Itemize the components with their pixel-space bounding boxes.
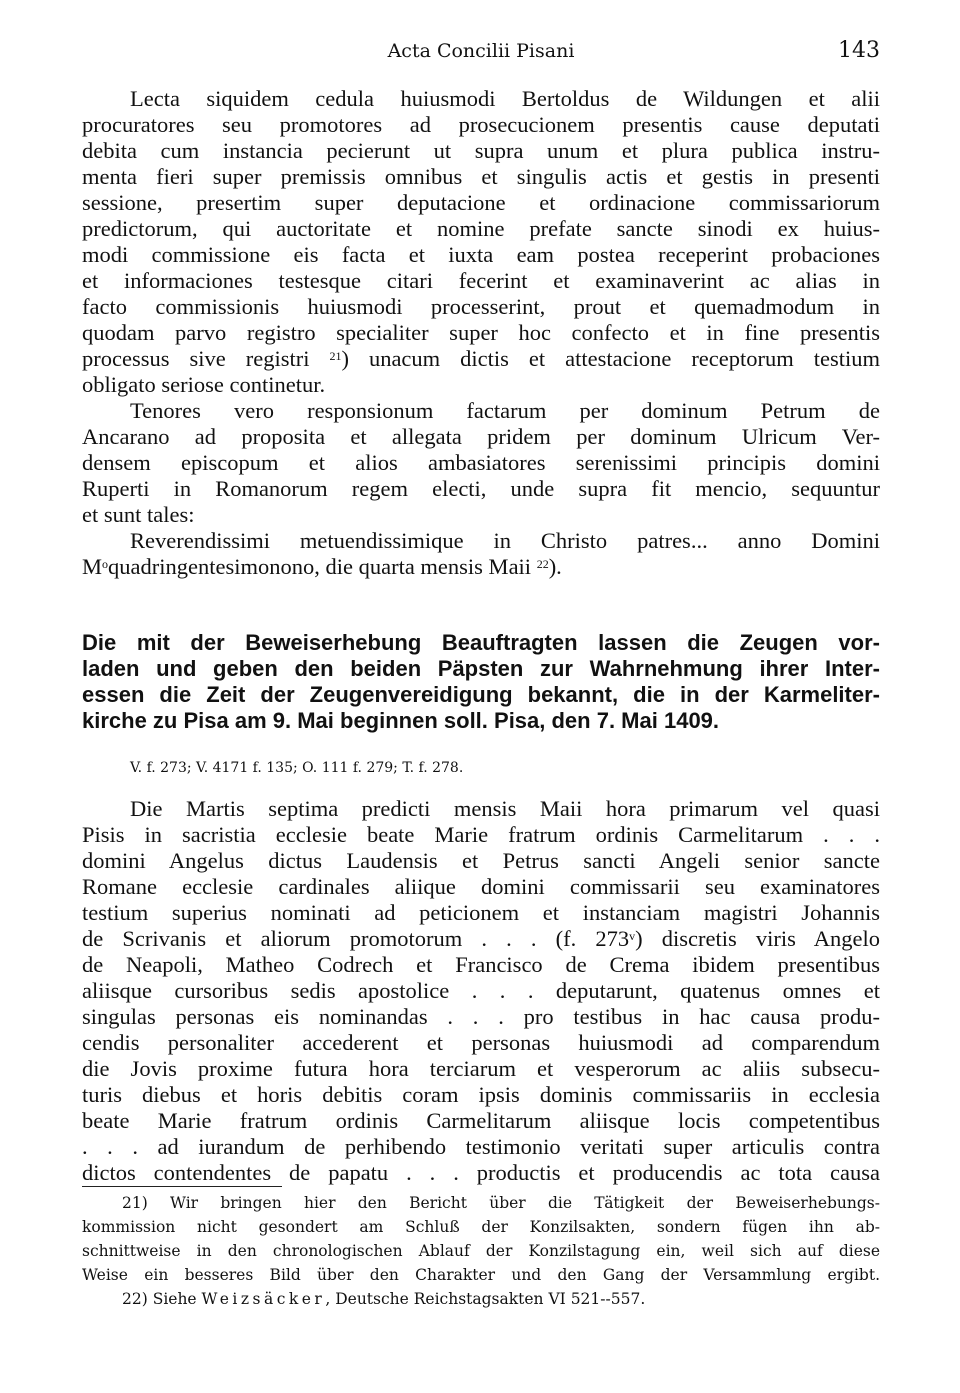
text-line: densem episcopum et alios ambasiatores serenissimi principis domini [82, 450, 880, 475]
footnote-ref-22: 22 [536, 557, 549, 571]
footnote-rule [82, 1186, 282, 1187]
text-line: die Jovis proxime futura hora terciarum et vesperorum ac aliis subsecu- [82, 1056, 880, 1081]
text-line [82, 346, 880, 372]
heading-line: laden und geben den beiden Päpsten zur Wahrnehmung ihrer Inter- [82, 656, 880, 681]
text-line [82, 926, 880, 952]
text-line: beate Marie fratrum ordinis Carmelitarum aliisque locis competentibus [82, 1108, 880, 1133]
footnote-22 [82, 1288, 880, 1310]
text-line: Die Martis septima predicti mensis Maii hora primarum vel quasi [130, 796, 880, 821]
text-segment: , Deutsche Reichstagsakten VI 521--557. [325, 1290, 646, 1308]
text-line: de Neapoli, Matheo Codrech et Francisco de Crema ibidem presentibus [82, 952, 880, 977]
heading-line: kirche zu Pisa am 9. Mai beginnen soll. Pisa, den 7. Mai 1409. [82, 708, 720, 733]
text-line: predictorum, qui auctoritate et nomine prefate sancte sinodi ex huius- [82, 216, 880, 241]
footnote-21-line: 21) Wir bringen hier den Bericht über die Tätigkeit der Beweiserhebungs- [122, 1194, 880, 1212]
heading-line: essen die Zeit der Zeugenvereidigung bekannt, die in der Karmeliter- [82, 682, 880, 707]
footnote-21-line: schnittweise in den chronologischen Ablauf der Konzilstagung ein, weil sich auf diese [82, 1242, 880, 1260]
text-segment: ) discretis viris Angelo [635, 926, 880, 951]
text-line: et informaciones testesque citari fecerint et examinaverint ac alias in [82, 268, 880, 293]
text-line: Ancarano ad proposita et allegata pridem per dominum Ulricum Ver- [82, 424, 880, 449]
text-segment: 22) Siehe [122, 1290, 202, 1308]
text-line: debita cum instancia pecierunt ut supra unum et plura publica instru- [82, 138, 880, 163]
text-line: facto commissionis huiusmodi processerint, prout et quemadmodum in [82, 294, 880, 319]
footnote-21-line: Weise ein besseres Bild über den Charakter und den Gang der Versammlung ergibt. [82, 1266, 880, 1284]
author-name: Weizsäcker [201, 1290, 326, 1308]
superscript: o [102, 557, 109, 571]
source-references: V. f. 273; V. 4171 f. 135; O. 111 f. 279; T. f. 278. [130, 760, 464, 776]
text-line: quodam parvo registro specialiter super hoc confecto et in fine presentis [82, 320, 880, 345]
text-line: turis diebus et horis debitis coram ipsis dominis commissariis in ecclesia [82, 1082, 880, 1107]
text-line: Tenores vero responsionum factarum per dominum Petrum de [130, 398, 880, 423]
text-segment: processus sive registri [82, 346, 330, 371]
text-line: singulas personas eis nominandas . . . pro testibus in hac causa produ- [82, 1004, 880, 1029]
text-line: aliisque cursoribus sedis apostolice . . . deputarunt, quatenus omnes et [82, 978, 880, 1003]
text-line: Lecta siquidem cedula huiusmodi Bertoldus de Wildungen et alii [130, 86, 880, 111]
superscript: v [629, 929, 636, 943]
running-title: Acta Concilii Pisani [387, 40, 575, 62]
text-segment: quadringentesimonono, die quarta mensis Maii [108, 554, 537, 579]
text-line: Reverendissimi metuendissimique in Christo patres... anno Domini [130, 528, 880, 553]
text-line: menta fieri super premissis omnibus et singulis actis et gestis in presenti [82, 164, 880, 189]
text-line: sessione, presertim super deputacione et ordinacione commissariorum [82, 190, 880, 215]
text-line: . . . ad iurandum de perhibendo testimonio veritati super articulis contra [82, 1134, 880, 1159]
text-line: domini Angelus dictus Laudensis et Petrus sancti Angeli senior sancte [82, 848, 880, 873]
footnote-ref-21: 21 [329, 349, 342, 363]
text-line: et sunt tales: [82, 502, 195, 527]
text-line: procuratores seu promotores ad prosecucionem presentis cause deputati [82, 112, 880, 137]
text-line [82, 554, 880, 580]
text-line: cendis personaliter accederent et personas huiusmodi ad comparendum [82, 1030, 880, 1055]
text-segment: de Scrivanis et aliorum promotorum . . . (f. 273 [82, 926, 630, 951]
heading-line: Die mit der Beweiserhebung Beauftragten lassen die Zeugen vor- [82, 630, 880, 655]
text-line: modi commissione eis facta et iuxta eam postea receperint probaciones [82, 242, 880, 267]
page-number: 143 [838, 38, 880, 63]
text-line: Pisis in sacristia ecclesie beate Marie fratrum ordinis Carmelitarum . . . [82, 822, 880, 847]
footnote-21-line: kommission nicht gesondert am Schluß der Konzilsakten, sondern fügen ihn ab- [82, 1218, 880, 1236]
text-line: dictos contendentes de papatu . . . productis et producendis ac tota causa [82, 1160, 880, 1185]
running-head [82, 36, 880, 66]
text-segment: ) unacum dictis et attestacione receptorum testium [341, 346, 881, 371]
text-segment: ). [548, 554, 562, 579]
text-line: testium superius nominati ad peticionem et instanciam magistri Johannis [82, 900, 880, 925]
text-line: Romane ecclesie cardinales aliique domini commissarii seu examinatores [82, 874, 880, 899]
text-segment: M [82, 554, 103, 579]
text-line: Ruperti in Romanorum regem electi, unde supra fit mencio, sequuntur [82, 476, 880, 501]
text-line: obligato seriose continetur. [82, 372, 326, 397]
